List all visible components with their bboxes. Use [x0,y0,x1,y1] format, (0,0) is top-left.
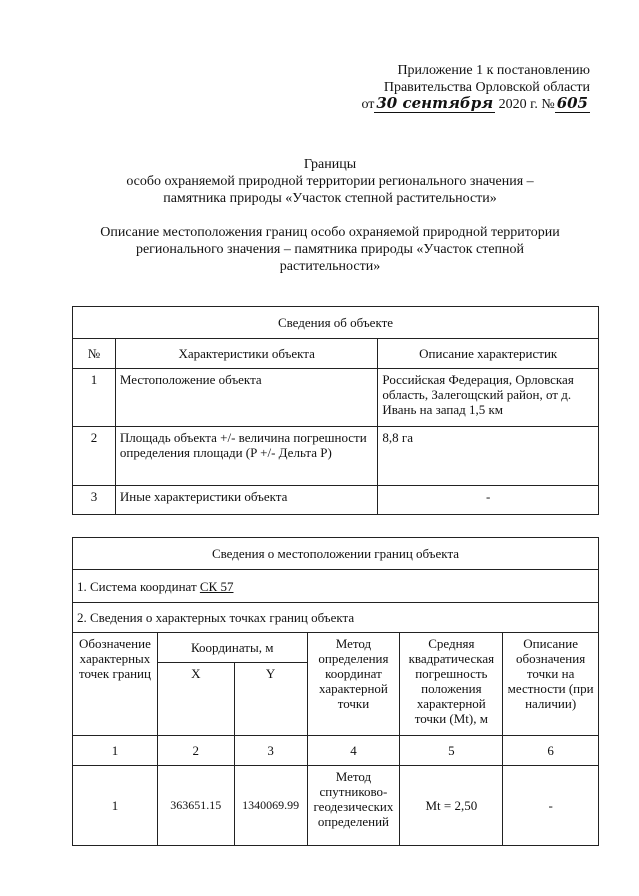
subtitle-line2: регионального значения – памятника природы «Участок степной [135,242,525,257]
row-char: Иные характеристики объекта [115,486,377,515]
x-header: X [157,663,234,736]
year-label: 2020 г. № [498,97,555,112]
error-header: Средняя квадратическая погрешность положения характерной точки (Mt), м [400,633,503,736]
coordinate-system-row [73,570,599,603]
table-row [73,369,599,427]
point-desc-header: Описание обозначения точки на местности (при наличии) [503,633,599,736]
col-num-header: № [73,339,116,369]
table-row [73,427,599,486]
col-number: 1 [73,736,158,766]
col-number: 2 [157,736,234,766]
col-number: 6 [503,736,599,766]
row-desc: - [378,486,599,515]
col-number: 5 [400,736,503,766]
method-value: Метод спутниково-геодезических определений [307,766,400,846]
row-char: Площадь объекта +/- величина погрешности определения площади (P +/- Дельта P) [115,427,377,486]
boundary-location-table [72,537,599,846]
handwritten-number: 605 [556,94,588,112]
title-line2: особо охраняемой природной территории регионального значения – [126,174,534,189]
row-num: 3 [73,486,116,515]
row-desc: Российская Федерация, Орловская область, Залегощский район, от д. Ивань на запад 1,5 км [378,369,599,427]
points-header: Обозначение характерных точек границ [73,633,158,736]
boundary-heading: Сведения о местоположении границ объекта [73,538,599,570]
point-id: 1 [73,766,158,846]
table-row [73,486,599,515]
row-num: 1 [73,369,116,427]
col-number: 3 [234,736,307,766]
row-char: Местоположение объекта [115,369,377,427]
col-desc-header: Описание характеристик [378,339,599,369]
handwritten-date: 30 сентября [376,94,494,112]
title-line1: Границы [303,157,357,172]
subtitle-line1: Описание местоположения границ особо охраняемой природной территории [100,225,560,240]
appendix-line1: Приложение 1 к постановлению [397,63,590,78]
object-info-heading: Сведения об объекте [73,307,599,339]
row-num: 2 [73,427,116,486]
object-info-table [72,306,599,515]
col-char-header: Характеристики объекта [115,339,377,369]
row-desc: 8,8 га [378,427,599,486]
method-header: Метод определения координат характерной точки [307,633,400,736]
appendix-line2: Правительства Орловской области [383,80,590,95]
title-line3: памятника природы «Участок степной растительности» [163,191,497,206]
subtitle-line3: растительности» [279,259,381,274]
coordinates-header: Координаты, м [157,633,307,663]
x-value: 363651.15 [157,766,234,846]
date-prefix: от [361,97,375,112]
coordinate-system-label: 1. Система координат [77,578,197,594]
y-header: Y [234,663,307,736]
appendix-date-line [335,95,590,113]
coordinate-system-value: СК 57 [199,578,234,594]
error-value: Mt = 2,50 [400,766,503,846]
table-row [73,766,599,846]
y-value: 1340069.99 [234,766,307,846]
col-number: 4 [307,736,400,766]
point-desc-value: - [503,766,599,846]
points-section-title: 2. Сведения о характерных точках границ объекта [73,603,599,633]
